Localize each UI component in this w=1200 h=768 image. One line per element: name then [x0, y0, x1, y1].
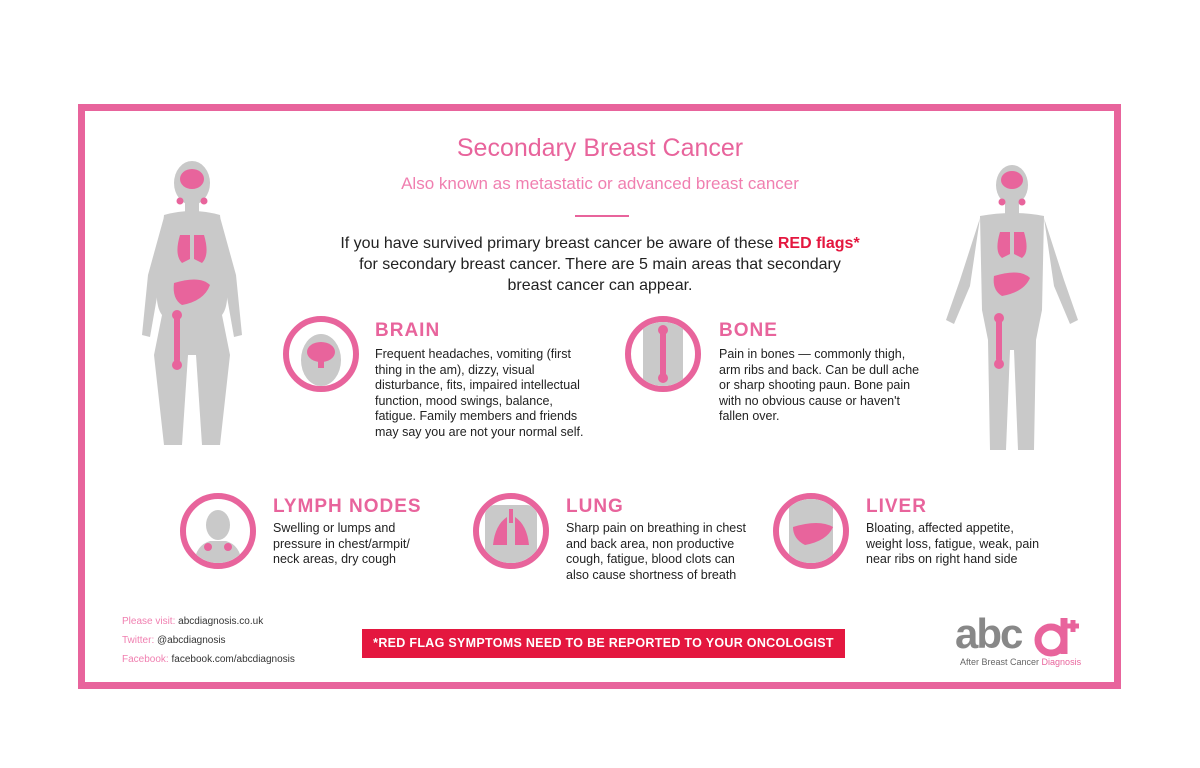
- logo-tagline: [960, 657, 1081, 667]
- visit-label: Please visit:: [122, 616, 176, 627]
- lung-title: LUNG: [566, 496, 624, 517]
- intro-line2: for secondary breast cancer. There are 5 main areas that secondary: [359, 256, 841, 273]
- abcd-logo: [955, 612, 1105, 672]
- intro-line3: breast cancer can appear.: [507, 277, 693, 294]
- male-body-figure: [940, 160, 1085, 455]
- visit-line: [122, 612, 295, 631]
- footer-links: [122, 612, 295, 669]
- liver-title: LIVER: [866, 496, 927, 517]
- page-title: Secondary Breast Cancer: [456, 134, 744, 162]
- facebook-label: Facebook:: [122, 654, 169, 665]
- bone-text: Pain in bones — commonly thigh, arm ribs and back. Can be dull ache or sharp shooting paun. Bone pain with no obvious cause or haven't fallen over.: [719, 347, 920, 423]
- brain-icon: [283, 316, 359, 392]
- facebook-link[interactable]: facebook.com/abcdiagnosis: [171, 654, 295, 665]
- twitter-link[interactable]: @abcdiagnosis: [157, 635, 226, 646]
- brain-text: Frequent headaches, vomiting (first thing in the am), dizzy, visual disturbance, fits, impaired intellectual function, mood swings, balance, fatigue. Family members and friends may say you are not your normal self.: [375, 347, 584, 439]
- visit-link[interactable]: abcdiagnosis.co.uk: [178, 616, 264, 627]
- brain-title: BRAIN: [375, 320, 441, 341]
- female-body-figure: [130, 155, 260, 455]
- logo-d-symbol-icon: [1031, 614, 1081, 658]
- lymph-nodes-icon: [180, 493, 256, 569]
- twitter-line: [122, 631, 295, 650]
- lung-text: Sharp pain on breathing in chest and back area, non productive cough, fatigue, blood clots can also cause shortness of breath: [566, 521, 746, 582]
- page-subtitle: Also known as metastatic or advanced breast cancer: [401, 174, 799, 193]
- liver-icon: [773, 493, 849, 569]
- facebook-line: [122, 650, 295, 669]
- logo-text: abc: [955, 610, 1022, 657]
- bone-icon: [625, 316, 701, 392]
- lung-icon: [473, 493, 549, 569]
- title-divider: [575, 215, 629, 217]
- red-flags-emphasis: RED flags*: [777, 235, 860, 252]
- twitter-label: Twitter:: [122, 635, 155, 646]
- bone-title: BONE: [719, 320, 778, 341]
- liver-text: Bloating, affected appetite, weight loss, fatigue, weak, pain near ribs on right hand side: [866, 521, 1040, 566]
- lymph-nodes-text: Swelling or lumps and pressure in chest/armpit/ neck areas, dry cough: [273, 521, 410, 566]
- intro-line1-pre: If you have survived primary breast cancer be aware of these: [340, 235, 778, 252]
- red-flag-banner: *RED FLAG SYMPTOMS NEED TO BE REPORTED TO YOUR ONCOLOGIST: [362, 629, 845, 658]
- logo-tagline-pink: Diagnosis: [1041, 657, 1082, 667]
- lymph-nodes-title: LYMPH NODES: [273, 496, 422, 517]
- logo-tagline-pre: After Breast Cancer: [960, 657, 1042, 667]
- intro-text: [290, 233, 910, 296]
